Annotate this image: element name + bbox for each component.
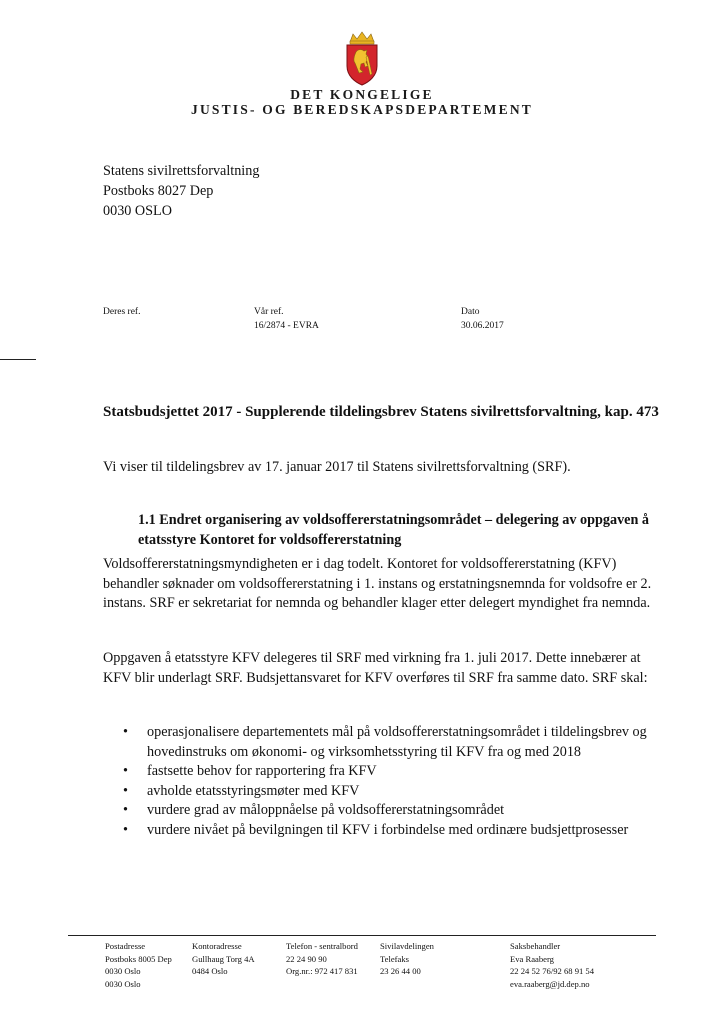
- footer-value: 22 24 90 90: [286, 953, 327, 964]
- footer-telefon: [286, 940, 358, 978]
- footer-value: 22 24 52 76/92 68 91 54: [510, 966, 595, 976]
- footer-kontoradresse: [192, 940, 255, 978]
- crown-icon: [350, 32, 374, 42]
- footer-value: Telefaks: [380, 953, 409, 964]
- letterhead-logo: [0, 30, 724, 91]
- var-ref: [254, 305, 319, 333]
- footer-postadresse: [105, 940, 172, 990]
- footer-value: Postboks 8005 Dep: [105, 953, 172, 964]
- footer-value: Org.nr.: 972 417 831: [286, 966, 358, 976]
- footer-divider: [68, 935, 656, 936]
- footer-label: Saksbehandler: [510, 941, 561, 951]
- date-value: 30.06.2017: [461, 321, 504, 331]
- intro-paragraph: Vi viser til tildelingsbrev av 17. januar 2017 til Statens sivilrettsforvaltning (SRF).: [103, 459, 571, 475]
- section-heading: 1.1 Endret organisering av voldsoffererstatningsområdet – delegering av oppgaven å etatsstyre Kontoret for voldsoffererstatning: [138, 512, 649, 548]
- deres-ref-label: Deres ref.: [103, 307, 141, 317]
- body-paragraph-1: Voldsoffererstatningsmyndigheten er i dag todelt. Kontoret for voldsoffererstatning (KFV) behandler søknader om voldsoffererstatning i 1. instans og erstatningsnemnda for voldsofre er 2. instans. SRF er sekretariat for nemnda og behandler klager etter delegert myndighet fra nemnda.: [103, 556, 652, 611]
- recipient-box: Postboks 8027 Dep: [103, 183, 214, 199]
- var-ref-label: Vår ref.: [254, 307, 284, 317]
- footer-value: Gullhaug Torg 4A: [192, 953, 255, 964]
- recipient-address: [103, 161, 259, 221]
- deres-ref: [103, 305, 140, 319]
- footer-label: Sivilavdelingen: [380, 941, 434, 951]
- coat-of-arms-icon: [337, 30, 387, 86]
- footer-value: 0030 Oslo: [105, 966, 141, 976]
- date-ref: [461, 305, 504, 333]
- footer-value: 0484 Oslo: [192, 966, 228, 976]
- footer-label: Postadresse: [105, 941, 146, 951]
- footer-saksbehandler: [510, 940, 594, 990]
- date-label: Dato: [461, 307, 480, 317]
- footer-value: 23 26 44 00: [380, 966, 421, 976]
- list-item: • vurdere grad av måloppnåelse på voldsoffererstatningsområdet: [103, 801, 663, 821]
- var-ref-value: 16/2874 - EVRA: [254, 321, 319, 331]
- body-paragraph-2: Oppgaven å etatsstyre KFV delegeres til SRF med virkning fra 1. juli 2017. Dette innebærer at KFV blir underlagt SRF. Budsjettansvaret for KFV overføres til SRF fra samme dato. SRF skal:: [103, 650, 648, 686]
- task-list: [103, 723, 663, 840]
- footer-label: Telefon - sentralbord: [286, 941, 358, 951]
- letterhead-line2: JUSTIS- OG BEREDSKAPSDEPARTEMENT: [191, 102, 533, 117]
- list-item: • vurdere nivået på bevilgningen til KFV i forbindelse med ordinære budsjettprosesser: [103, 821, 663, 841]
- footer-email[interactable]: eva.raaberg@jd.dep.no: [510, 978, 590, 989]
- list-item: • avholde etatsstyringsmøter med KFV: [103, 782, 663, 802]
- footer-sivilavdelingen: [380, 940, 434, 978]
- fold-mark: [0, 359, 36, 360]
- letter-title: Statsbudsjettet 2017 - Supplerende tildelingsbrev Statens sivilrettsforvaltning, kap. 473: [103, 404, 659, 420]
- list-item: • operasjonalisere departementets mål på voldsoffererstatningsområdet i tildelingsbrev og hovedinstruks om økonomi- og virksomhetsstyring til KFV fra og med 2018: [103, 723, 663, 762]
- recipient-name: Statens sivilrettsforvaltning: [103, 163, 260, 179]
- footer-value: 0030 Oslo: [105, 978, 141, 989]
- footer-value: Eva Raaberg: [510, 953, 554, 964]
- list-item: • fastsette behov for rapportering fra KFV: [103, 762, 663, 782]
- letterhead-line1: DET KONGELIGE: [290, 87, 434, 102]
- footer-label: Kontoradresse: [192, 941, 242, 951]
- recipient-city: 0030 OSLO: [103, 203, 172, 219]
